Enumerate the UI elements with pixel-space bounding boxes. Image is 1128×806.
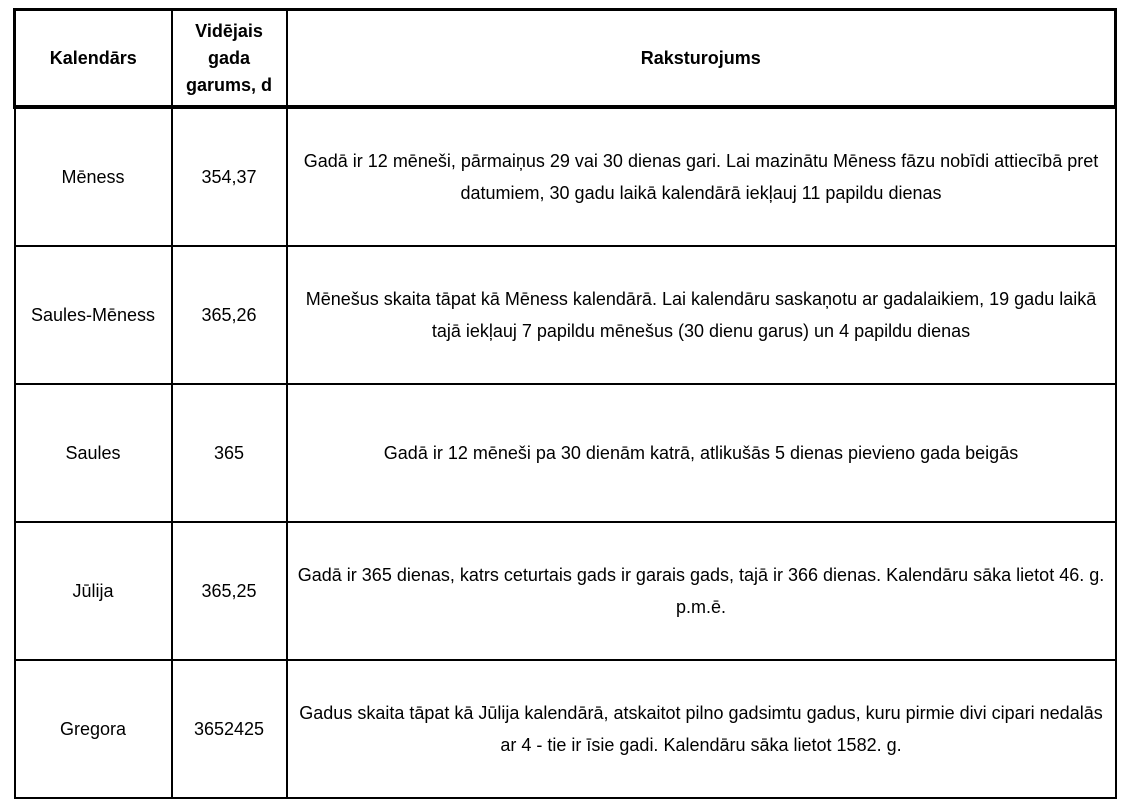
cell-calendar: Saules-Mēness xyxy=(15,246,172,384)
table-header xyxy=(15,10,1116,108)
header-row xyxy=(15,10,1116,108)
cell-year-length: 365,26 xyxy=(172,246,287,384)
header-calendar: Kalendārs xyxy=(15,10,172,108)
cell-description: Gadus skaita tāpat kā Jūlija kalendārā, atskaitot pilno gadsimtu gadus, kuru pirmie divi cipari nedalās ar 4 - tie ir īsie gadi. Kalendāru sāka lietot 1582. g. xyxy=(287,660,1116,798)
cell-description: Mēnešus skaita tāpat kā Mēness kalendārā. Lai kalendāru saskaņotu ar gadalaikiem, 19 gadu laikā tajā iekļauj 7 papildu mēnešus (30 dienu garus) un 4 papildu dienas xyxy=(287,246,1116,384)
cell-year-length: 354,37 xyxy=(172,107,287,246)
table-row xyxy=(15,246,1116,384)
calendar-table-container xyxy=(13,8,1114,802)
cell-year-length: 365,25 xyxy=(172,522,287,660)
cell-description: Gadā ir 12 mēneši pa 30 dienām katrā, atlikušās 5 dienas pievieno gada beigās xyxy=(287,384,1116,522)
cell-description: Gadā ir 12 mēneši, pārmaiņus 29 vai 30 dienas gari. Lai mazinātu Mēness fāzu nobīdi attiecībā pret datumiem, 30 gadu laikā kalendārā iekļauj 11 papildu dienas xyxy=(287,107,1116,246)
calendar-table xyxy=(13,8,1117,799)
table-row xyxy=(15,522,1116,660)
table-body xyxy=(15,107,1116,798)
cell-year-length: 3652425 xyxy=(172,660,287,798)
table-row xyxy=(15,384,1116,522)
cell-calendar: Jūlija xyxy=(15,522,172,660)
header-description: Raksturojums xyxy=(287,10,1116,108)
cell-calendar: Mēness xyxy=(15,107,172,246)
header-year-length: Vidējais gada garums, d xyxy=(172,10,287,108)
cell-description: Gadā ir 365 dienas, katrs ceturtais gads ir garais gads, tajā ir 366 dienas. Kalendāru sāka lietot 46. g. p.m.ē. xyxy=(287,522,1116,660)
cell-calendar: Saules xyxy=(15,384,172,522)
table-row xyxy=(15,660,1116,798)
cell-year-length: 365 xyxy=(172,384,287,522)
table-row xyxy=(15,107,1116,246)
cell-calendar: Gregora xyxy=(15,660,172,798)
